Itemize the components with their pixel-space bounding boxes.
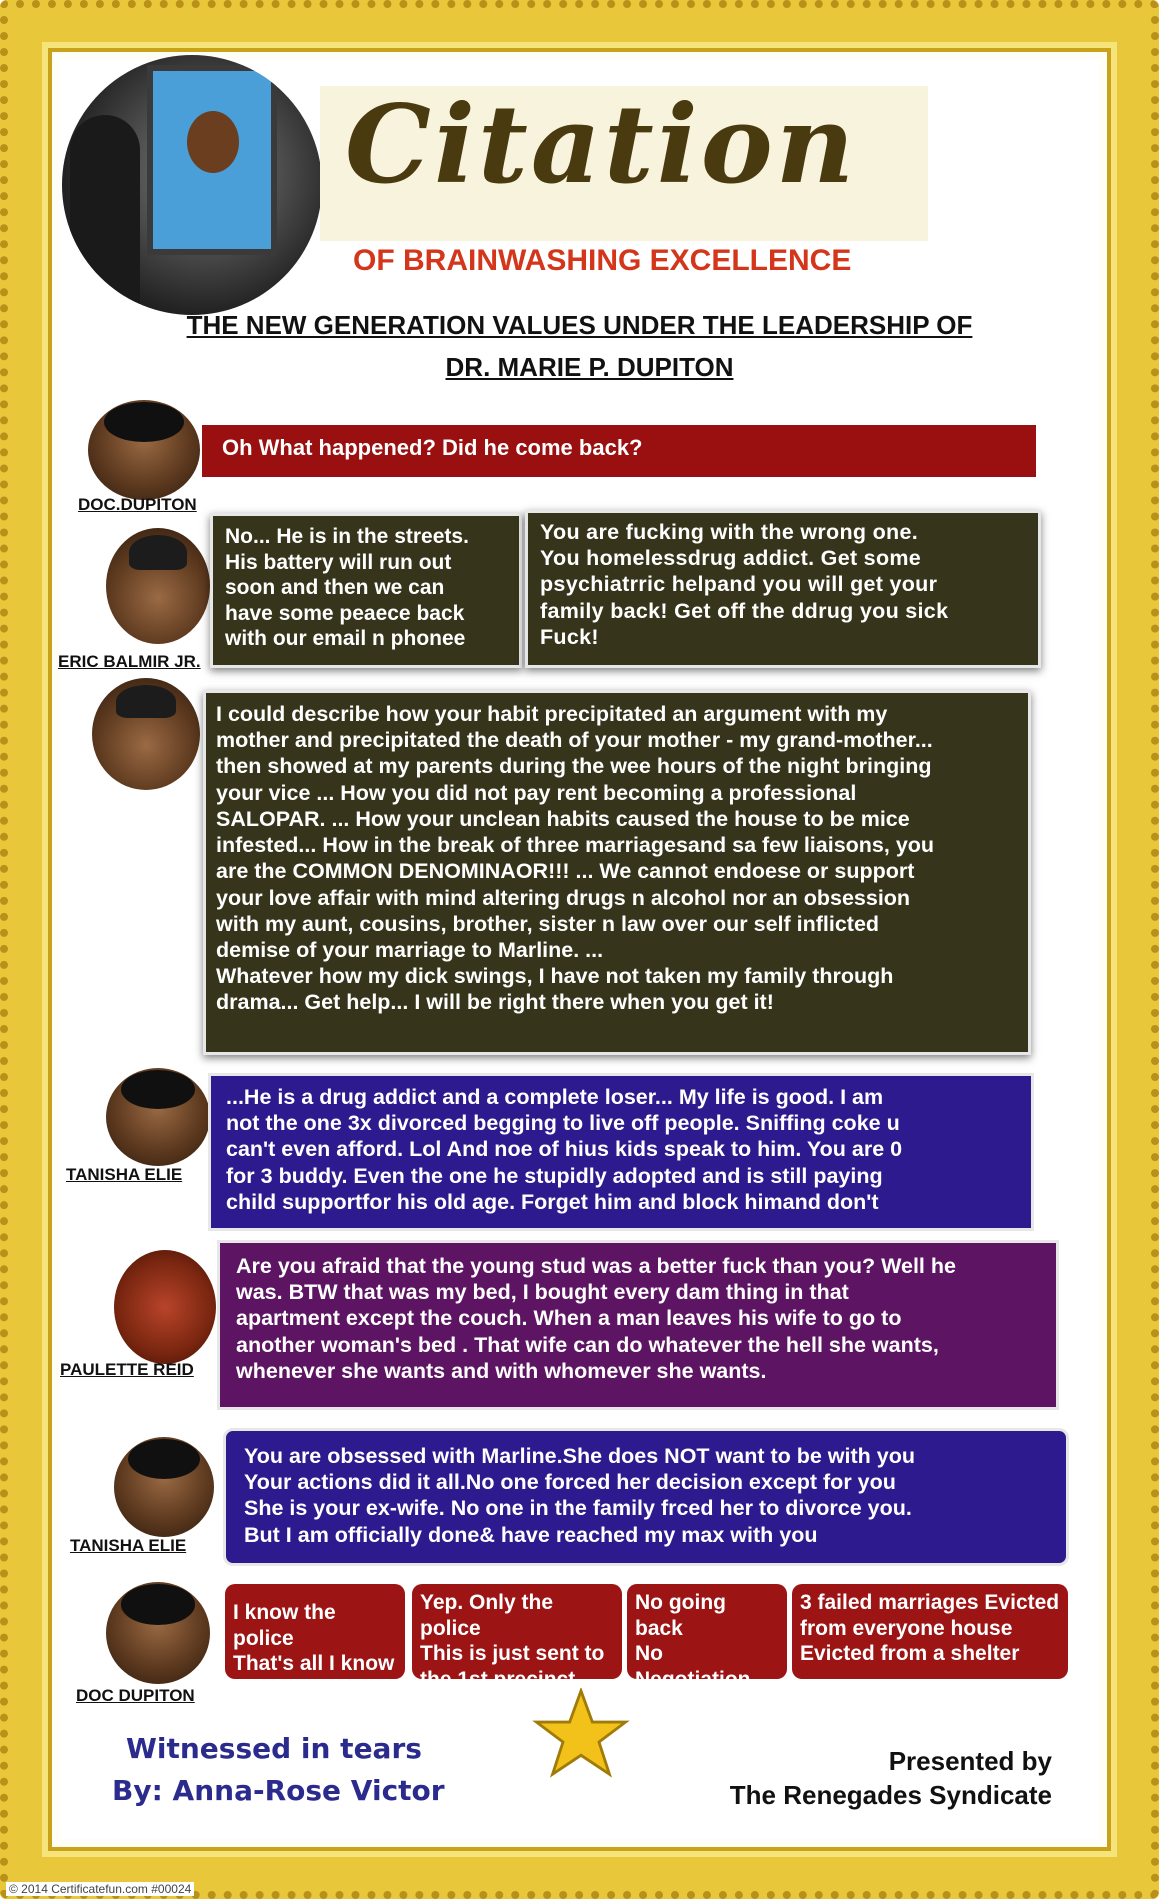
page-subtitle: OF BRAINWASHING EXCELLENCE [353,244,852,277]
name-tanisha-elie: TANISHA ELIE [70,1536,187,1555]
message-bubble: ...He is a drug addict and a complete loser... My life is good. I am not the one 3x divorced begging to live off people. Sniffing coke u can't even afford. Lol And noe of hius kids speak to him. You are 0 for 3 buddy. Even the one he stupidly adopted and is still paying child supportfor his old age. Forget him and block himand don't [208,1073,1034,1231]
avatar-eric-balmir [106,528,210,644]
copyright-credit: © 2014 Certificatefun.com #00024 [6,1882,194,1896]
witnessed-text: Witnessed in tears [126,1732,422,1765]
message-bubble: I know the police That's all I know [225,1584,405,1679]
avatar-tanisha-elie [114,1437,214,1537]
name-doc-dupiton: DOC.DUPITON [78,495,197,514]
message-bubble: Are you afraid that the young stud was a better fuck than you? Well he was. BTW that was my bed, I bought every dam thing in that apartment except the couch. When a man leaves his wife to go to another woman's bed . That wife can do whatever the hell she wants, whenever she wants and with whomever she wants. [217,1240,1059,1410]
page-title: Citation [345,82,858,208]
presented-by-label: Presented by [888,1746,1052,1776]
witness-by: By: Anna-Rose Victor [112,1774,445,1807]
portrait-photo [62,55,322,315]
message-bubble: 3 failed marriages Evicted from everyone house Evicted from a shelter [792,1584,1068,1679]
avatar-eric-balmir [92,678,200,790]
message-bubble: You are fucking with the wrong one. You homelessdrug addict. Get some psychiatrric helpand you will get your family back! Get off the ddrug you sick Fuck! [525,510,1041,668]
star-icon [532,1688,630,1778]
avatar-paulette-reid [114,1250,216,1364]
heading-line-2: DR. MARIE P. DUPITON [445,352,734,382]
heading-line-1: THE NEW GENERATION VALUES UNDER THE LEADERSHIP OF [186,310,973,340]
name-tanisha-elie: TANISHA ELIE [66,1165,183,1184]
message-bubble: I could describe how your habit precipitated an argument with my mother and precipitated the death of your mother - my grand-mother... then showed at my parents during the wee hours of the night bringing your vice ... How you did not pay rent becoming a professional SALOPAR. ... How your unclean habits caused the house to be mice infested... How in the break of three marriagesand sa few liaisons, you are the COMMON DENOMINAOR!!! ... We cannot endoese or support your love affair with mind altering drugs n alcohol nor an obsession with my aunt, cousins, brother, sister n law over our self inflicted demise of your marriage to Marline. ... Whatever how my dick swings, I have not taken my family through drama... Get help... I will be right there when you get it! [203,690,1031,1055]
avatar-tanisha-elie [106,1068,210,1166]
message-bubble: Oh What happened? Did he come back? [202,425,1036,477]
name-paulette-reid: PAULETTE REID [60,1360,194,1379]
name-doc-dupiton: DOC DUPITON [76,1686,195,1705]
silhouette [70,115,140,315]
avatar-doc-dupiton [88,400,200,500]
message-bubble: No... He is in the streets. His battery will run out soon and then we can have some peaece back with our email n phonee [210,513,522,668]
message-bubble: No going back No Negotiation PSYCHO [627,1584,787,1679]
message-bubble: Yep. Only the police This is just sent to the 1st precinct [412,1584,622,1679]
avatar-doc-dupiton [106,1582,210,1684]
name-eric-balmir: ERIC BALMIR JR. [58,652,201,671]
message-bubble: You are obsessed with Marline.She does NOT want to be with you Your actions did it all.No one forced her decision except for you She is your ex-wife. No one in the family frced her to divorce you. But I am officially done& have reached my max with you [223,1428,1069,1566]
presenter-name: The Renegades Syndicate [729,1780,1052,1810]
framed-picture [147,65,277,255]
